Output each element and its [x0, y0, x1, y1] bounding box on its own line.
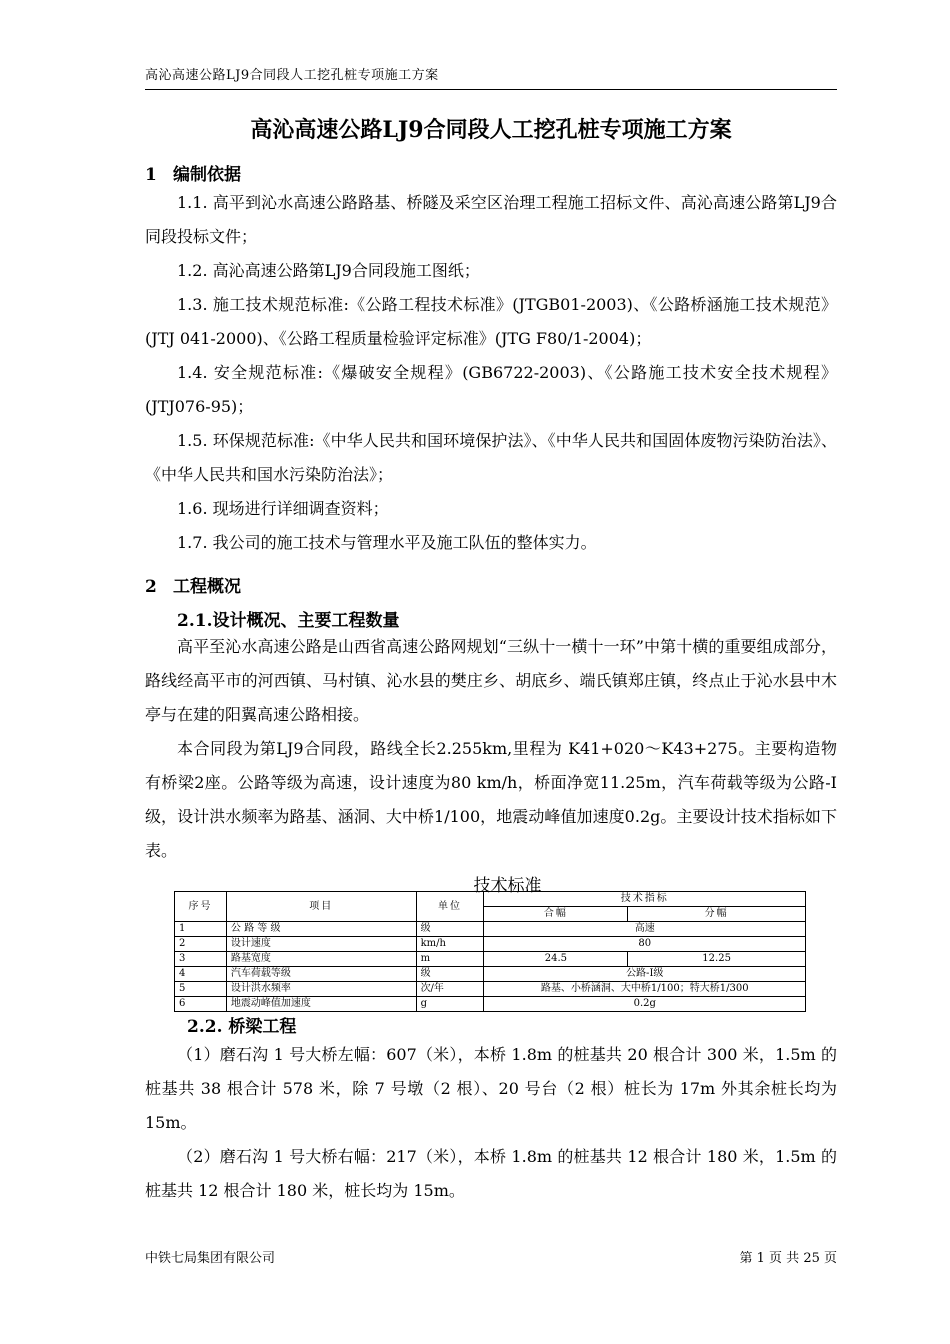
table-row [175, 967, 806, 982]
table-row [175, 937, 806, 952]
cell-seq: 5 [175, 982, 227, 997]
basis-item-1-2: 1.2. 高沁高速公路第LJ9合同段施工图纸； [177, 261, 480, 280]
header-split: 分幅 [628, 907, 806, 922]
table-caption: 技术标准 [473, 876, 542, 896]
cell-item: 地震动峰值加速度 [226, 997, 416, 1012]
basis-item-1-7: 1.7. 我公司的施工技术与管理水平及施工队伍的整体实力。 [177, 533, 597, 552]
table-row [175, 982, 806, 997]
header-seq: 序号 [175, 892, 227, 922]
cell-value: 公路-I级 [484, 967, 806, 982]
header-combined: 合幅 [484, 907, 628, 922]
table-header-row [175, 892, 806, 907]
cell-unit: g [416, 997, 484, 1012]
subsection-2-1-heading: 2.1.设计概况、主要工程数量 [177, 611, 400, 631]
cell-seq: 4 [175, 967, 227, 982]
header-indicator: 技术指标 [484, 892, 806, 907]
table-row [175, 997, 806, 1012]
cell-unit: m [416, 952, 484, 967]
section-1-number: 1 [145, 165, 157, 185]
bridge-paragraph-2: （2）磨石沟 1 号大桥右幅：217（米），本桥 1.8m 的桩基共 12 根合计 180 米，1.5m 的桩基共 12 根合计 180 米，桩长均为 15m。 [145, 1147, 837, 1200]
running-header: 高沁高速公路LJ9合同段人工挖孔桩专项施工方案 [145, 64, 837, 90]
basis-item-1-5: 1.5. 环保规范标准:《中华人民共和国环境保护法》、《中华人民共和国固体废物污染防治法》、《中华人民共和国水污染防治法》； [145, 431, 837, 484]
cell-item: 汽车荷载等级 [226, 967, 416, 982]
table-row [175, 952, 806, 967]
cell-unit: km/h [416, 937, 484, 952]
section-1-title: 编制依据 [173, 165, 241, 185]
cell-value: 路基、小桥涵洞、大中桥1/100；特大桥1/300 [484, 982, 806, 997]
cell-seq: 3 [175, 952, 227, 967]
cell-item: 路基宽度 [226, 952, 416, 967]
cell-item: 设计速度 [226, 937, 416, 952]
section-1-heading [145, 160, 241, 185]
document-title: 高沁高速公路LJ9合同段人工挖孔桩专项施工方案 [250, 117, 732, 143]
section-2-heading [145, 572, 241, 597]
cell-unit: 级 [416, 922, 484, 937]
cell-combined: 24.5 [484, 952, 628, 967]
section-2-number: 2 [145, 577, 157, 597]
footer-company: 中铁七局集团有限公司 [145, 1251, 276, 1266]
header-unit: 单位 [416, 892, 484, 922]
basis-item-1-4: 1.4. 安全规范标准:《爆破安全规程》(GB6722-2003)、《公路施工技术安全技术规程》(JTJ076-95)； [145, 363, 837, 416]
section-2-title: 工程概况 [173, 577, 241, 597]
cell-seq: 1 [175, 922, 227, 937]
cell-unit: 级 [416, 967, 484, 982]
overview-paragraph-1: 高平至沁水高速公路是山西省高速公路网规划“三纵十一横十一环”中第十横的重要组成部分，路线经高平市的河西镇、马村镇、沁水县的樊庄乡、胡底乡、端氏镇郑庄镇，终点止于沁水县中木亭与在建的阳翼高速公路相接。 [145, 637, 837, 724]
cell-value: 80 [484, 937, 806, 952]
cell-item: 公 路 等 级 [226, 922, 416, 937]
cell-unit: 次/年 [416, 982, 484, 997]
cell-seq: 2 [175, 937, 227, 952]
basis-item-1-3: 1.3. 施工技术规范标准:《公路工程技术标准》(JTGB01-2003)、《公路桥涵施工技术规范》(JTJ 041-2000)、《公路工程质量检验评定标准》(JTG F80/1-2004)； [145, 295, 837, 348]
header-item: 项目 [226, 892, 416, 922]
cell-seq: 6 [175, 997, 227, 1012]
basis-item-1-6: 1.6. 现场进行详细调查资料； [177, 499, 389, 518]
table-row [175, 922, 806, 937]
footer-page-number: 第 1 页 共 25 页 [739, 1251, 837, 1266]
cell-item: 设计洪水频率 [226, 982, 416, 997]
basis-item-1-1: 1.1. 高平到沁水高速公路路基、桥隧及采空区治理工程施工招标文件、高沁高速公路第LJ9合同段投标文件； [145, 193, 837, 246]
subsection-2-2-heading: 2.2. 桥梁工程 [187, 1017, 297, 1037]
cell-value: 高速 [484, 922, 806, 937]
bridge-paragraph-1: （1）磨石沟 1 号大桥左幅：607（米），本桥 1.8m 的桩基共 20 根合计 300 米，1.5m 的桩基共 38 根合计 578 米，除 7 号墩（2 根）、20 号台（2 根）桩长为 17m 外其余桩长均为 15m。 [145, 1045, 837, 1132]
cell-split: 12.25 [628, 952, 806, 967]
cell-value: 0.2g [484, 997, 806, 1012]
overview-paragraph-2: 本合同段为第LJ9合同段，路线全长2.255km,里程为 K41+020～K43+275。主要构造物有桥梁2座。公路等级为高速，设计速度为80 km/h，桥面净宽11.25m，汽车荷载等级为公路-I级，设计洪水频率为路基、涵洞、大中桥1/100，地震动峰值加速度0.2g。主要设计技术指标如下表。 [145, 739, 837, 860]
technical-standards-table [174, 891, 806, 1012]
